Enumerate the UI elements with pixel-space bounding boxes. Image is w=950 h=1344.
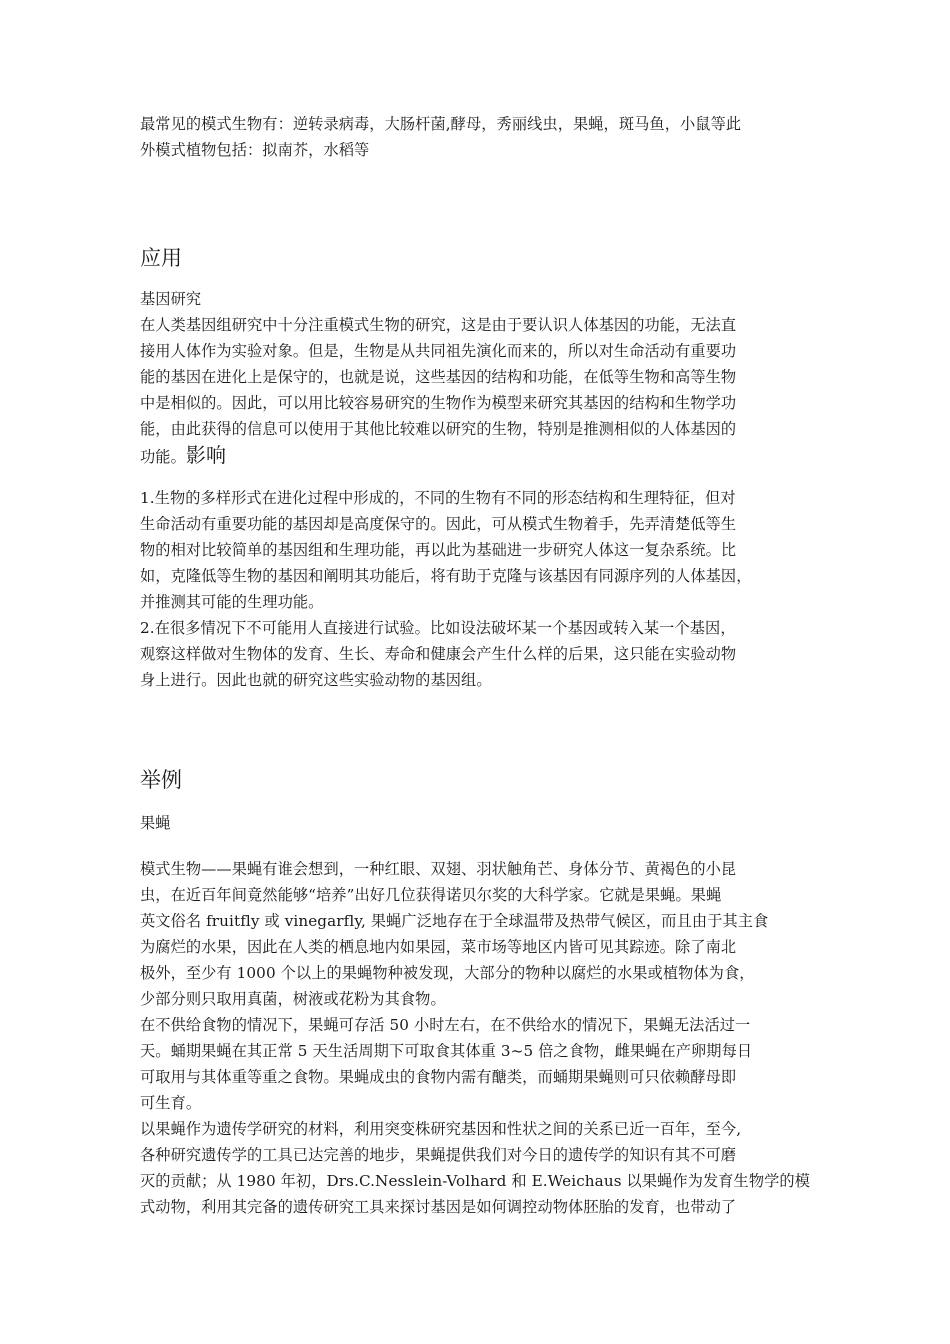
paragraph-line: 观察这样做对生物体的发育、生长、寿命和健康会产生什么样的后果，这只能在实验动物 (140, 645, 737, 663)
section-heading-application: 应用 (140, 246, 182, 270)
paragraph-line-text: 功能。 (140, 448, 186, 466)
intro-line: 外模式植物包括：拟南芥，水稻等 (140, 141, 370, 159)
paragraph-line: 并推测其可能的生理功能。 (140, 593, 324, 611)
paragraph-line: 以果蝇作为遗传学研究的材料，利用突变株研究基因和性状之间的关系已近一百年，至今, (140, 1120, 742, 1138)
paragraph-line: 可取用与其体重等重之食物。果蝇成虫的食物内需有醣类，而蛹期果蝇则可只依赖酵母即 (140, 1068, 737, 1086)
intro-line: 最常见的模式生物有：逆转录病毒，大肠杆菌,酵母，秀丽线虫，果蝇，斑马鱼，小鼠等此 (140, 115, 742, 133)
section-heading-impact: 影响 (185, 443, 227, 467)
paragraph-line: 2.在很多情况下不可能用人直接进行试验。比如设法破坏某一个基因或转入某一个基因， (140, 619, 736, 637)
paragraph-line: 式动物，利用其完备的遗传研究工具来探讨基因是如何调控动物体胚胎的发育，也带动了 (140, 1198, 737, 1216)
paragraph-line: 生命活动有重要功能的基因却是高度保守的。因此，可从模式生物着手，先弄清楚低等生 (140, 515, 737, 533)
paragraph-line: 天。蛹期果蝇在其正常 5 天生活周期下可取食其体重 3~5 倍之食物，雌果蝇在产卵期每日 (140, 1042, 753, 1060)
paragraph-line: 英文俗名 fruitfly 或 vinegarfly, 果蝇广泛地存在于全球温带及热带气候区，而且由于其主食 (140, 912, 769, 930)
paragraph-line: 可生育。 (140, 1094, 202, 1112)
paragraph-line: 极外，至少有 1000 个以上的果蝇物种被发现，大部分的物种以腐烂的水果或植物体为食， (140, 964, 755, 982)
section-heading-example: 举例 (140, 768, 182, 792)
example-paragraph-2 (140, 1012, 830, 1116)
impact-paragraph (140, 485, 830, 693)
paragraph-line: 如，克隆低等生物的基因和阐明其功能后，将有助于克隆与该基因有同源序列的人体基因， (140, 567, 752, 585)
paragraph-line: 1.生物的多样形式在进化过程中形成的，不同的生物有不同的形态结构和生理特征，但对 (140, 489, 736, 507)
subheading-gene-research: 基因研究 (140, 290, 202, 308)
example-paragraph-3 (140, 1116, 830, 1220)
paragraph-line: 少部分则只取用真菌，树液或花粉为其食物。 (140, 990, 446, 1008)
paragraph-line: 身上进行。因此也就的研究这些实验动物的基因组。 (140, 671, 492, 689)
example-paragraph-1 (140, 856, 830, 1012)
paragraph-line: 灭的贡献；从 1980 年初，Drs.C.Nesslein-Volhard 和 E.Weichaus 以果蝇作为发育生物学的模 (140, 1172, 810, 1190)
paragraph-line: 在不供给食物的情况下，果蝇可存活 50 小时左右，在不供给水的情况下，果蝇无法活过一 (140, 1016, 751, 1034)
subheading-fruit-fly: 果蝇 (140, 814, 171, 832)
paragraph-line: 各种研究遗传学的工具已达完善的地步，果蝇提供我们对今日的遗传学的知识有其不可磨 (140, 1146, 737, 1164)
paragraph-line: 能的基因在进化上是保守的，也就是说，这些基因的结构和功能，在低等生物和高等生物 (140, 368, 737, 386)
paragraph-line: 中是相似的。因此，可以用比较容易研究的生物作为模型来研究其基因的结构和生物学功 (140, 394, 737, 412)
application-paragraph (140, 312, 830, 468)
paragraph-line: 物的相对比较简单的基因组和生理功能，再以此为基础进一步研究人体这一复杂系统。比 (140, 541, 737, 559)
paragraph-line-last (140, 442, 830, 468)
paragraph-line: 模式生物——果蝇有谁会想到，一种红眼、双翅、羽状触角芒、身体分节、黄褐色的小昆 (140, 860, 737, 878)
paragraph-line: 在人类基因组研究中十分注重模式生物的研究，这是由于要认识人体基因的功能，无法直 (140, 316, 737, 334)
paragraph-line: 接用人体作为实验对象。但是，生物是从共同祖先演化而来的，所以对生命活动有重要功 (140, 342, 737, 360)
paragraph-line: 能，由此获得的信息可以使用于其他比较难以研究的生物，特别是推测相似的人体基因的 (140, 420, 737, 438)
paragraph-line: 为腐烂的水果，因此在人类的栖息地内如果园，菜市场等地区内皆可见其踪迹。除了南北 (140, 938, 737, 956)
paragraph-line: 虫，在近百年间竟然能够“培养”出好几位获得诺贝尔奖的大科学家。它就是果蝇。果蝇 (140, 886, 722, 904)
intro-paragraph (140, 111, 830, 163)
